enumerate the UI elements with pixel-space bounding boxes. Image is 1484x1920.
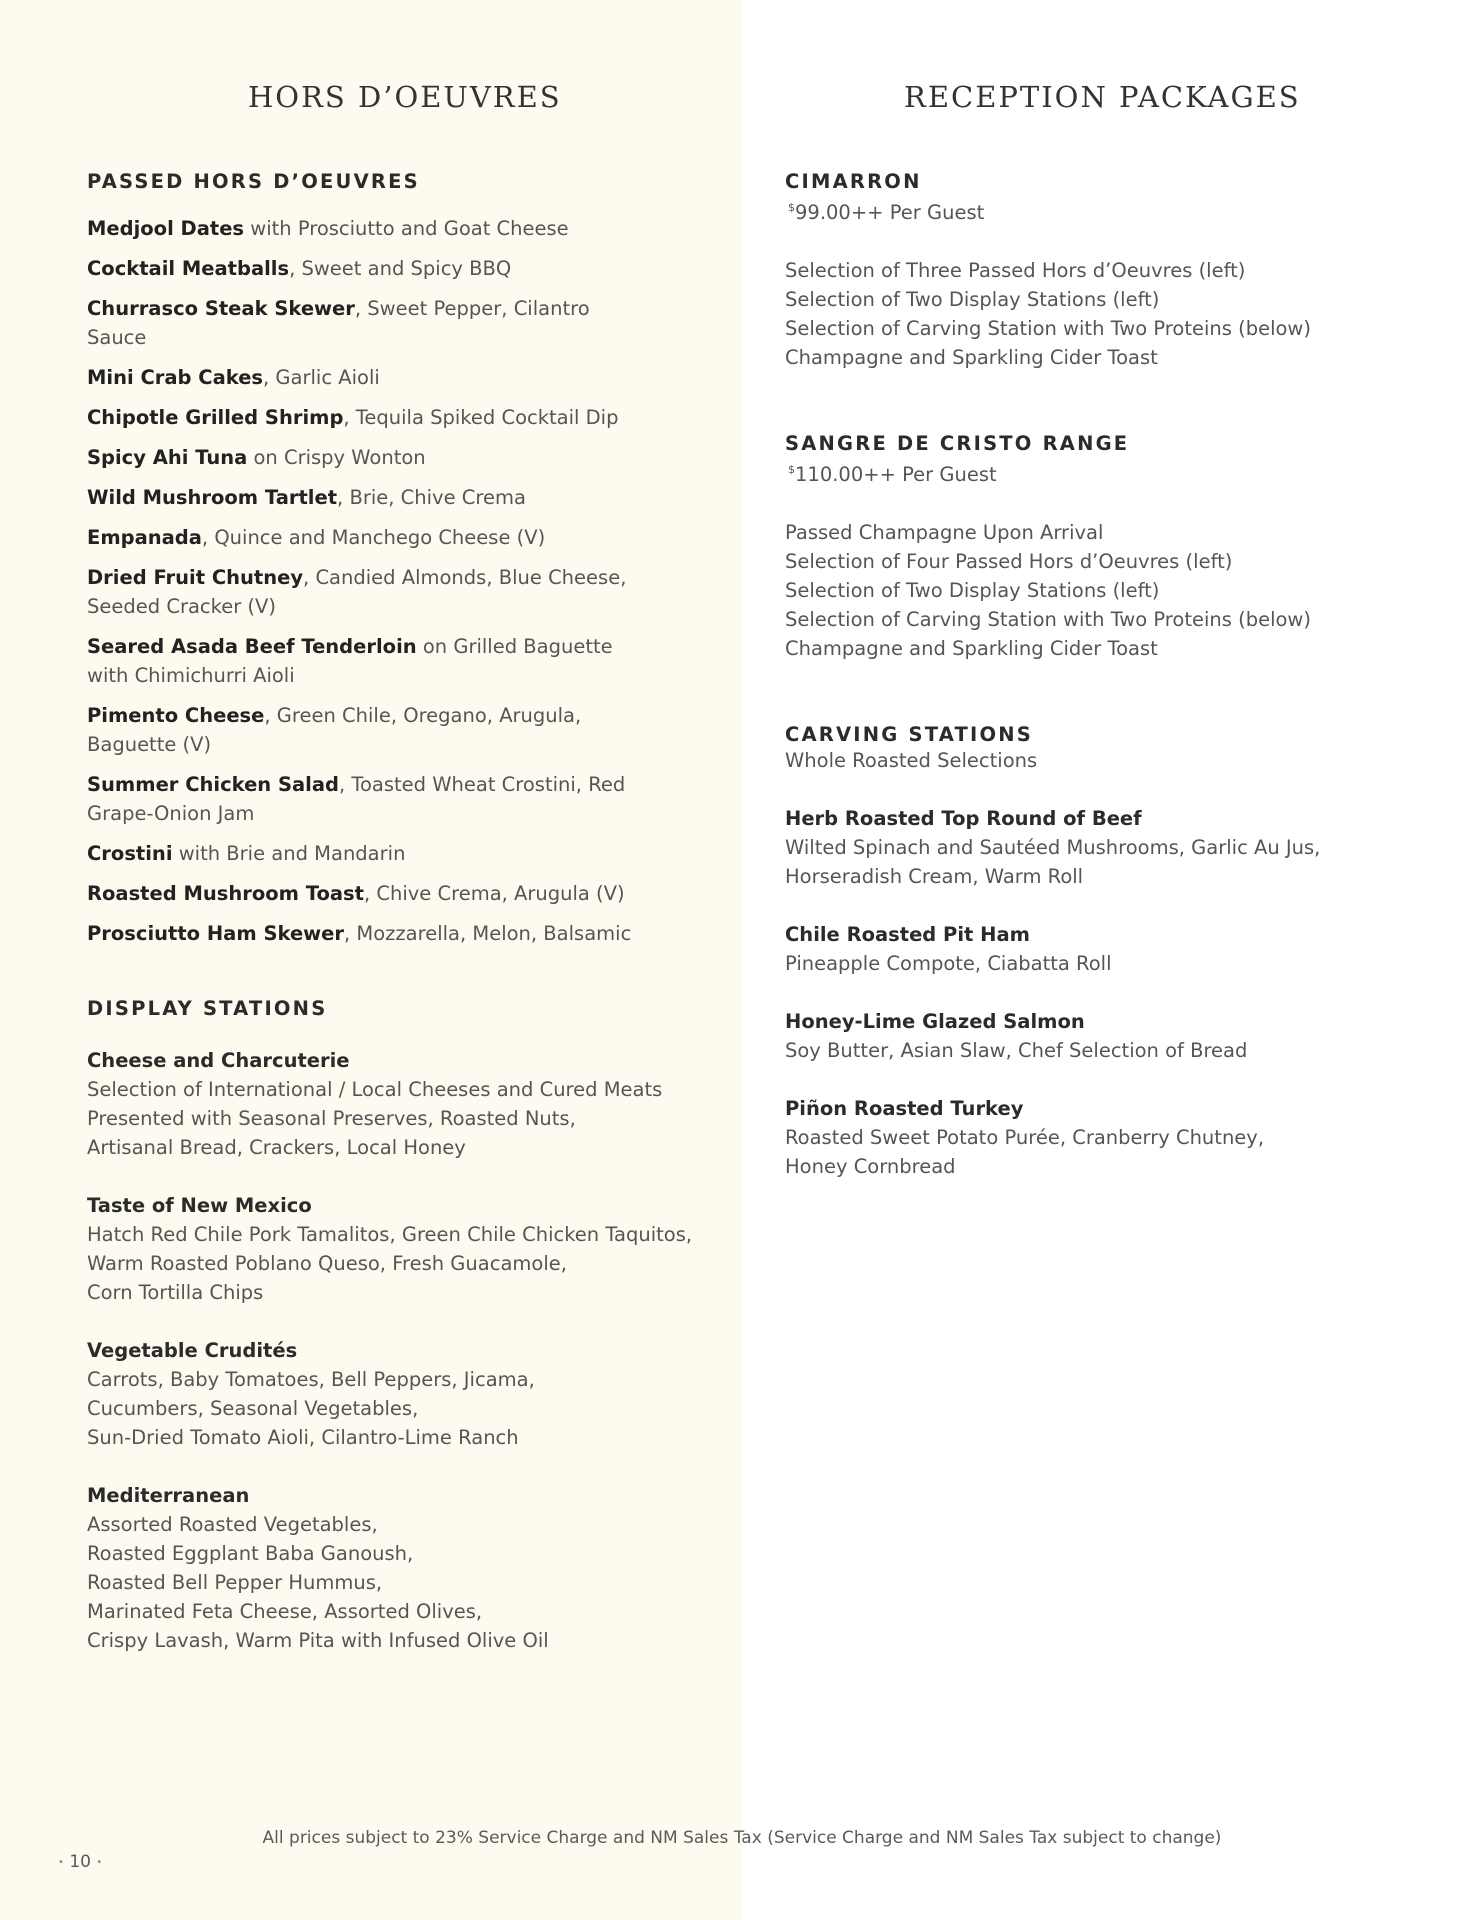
menu-item-name: Dried Fruit Chutney <box>87 566 304 589</box>
package-cimarron <box>785 170 1425 372</box>
menu-item-name: Empanada <box>87 526 202 549</box>
carving-item-name: Honey-Lime Glazed Salmon <box>785 1010 1085 1033</box>
package-inclusion: Passed Champagne Upon Arrival <box>785 521 1104 544</box>
passed-hors-doeuvres-section <box>87 170 707 959</box>
menu-item-name: Summer Chicken Salad <box>87 773 339 796</box>
menu-item-description: , Tequila Spiked Cocktail Dip <box>343 406 619 429</box>
package-inclusions <box>785 518 1425 663</box>
display-stations-list <box>87 1046 707 1655</box>
display-station-line: Sun-Dried Tomato Aioli, Cilantro-Lime Ranch <box>87 1426 519 1449</box>
package-inclusions <box>785 256 1425 372</box>
reception-packages-title: RECEPTION PACKAGES <box>904 80 1301 114</box>
menu-item <box>87 632 647 690</box>
menu-item <box>87 770 647 828</box>
package-price: $110.00++ Per Guest <box>788 463 997 486</box>
display-station-line: Roasted Bell Pepper Hummus, <box>87 1571 383 1594</box>
display-station-line: Warm Roasted Poblano Queso, Fresh Guacamole, <box>87 1252 567 1275</box>
menu-item-name: Pimento Cheese <box>87 704 265 727</box>
display-station-line: Assorted Roasted Vegetables, <box>87 1513 378 1536</box>
menu-item <box>87 254 647 283</box>
menu-item-description: , Quince and Manchego Cheese (V) <box>201 526 546 549</box>
menu-item-name: Mini Crab Cakes <box>87 366 264 389</box>
package-inclusion: Selection of Four Passed Hors d’Oeuvres (left) <box>785 550 1233 573</box>
carving-item <box>785 920 1425 978</box>
menu-item-name: Seared Asada Beef Tenderloin <box>87 635 417 658</box>
package-name: CIMARRON <box>785 170 922 193</box>
passed-items-list <box>87 214 647 948</box>
package-inclusion: Selection of Three Passed Hors d’Oeuvres (left) <box>785 259 1246 282</box>
pricing-footnote: All prices subject to 23% Service Charge and NM Sales Tax (Service Charge and NM Sales Tax subject to change) <box>262 1828 1222 1848</box>
display-station <box>87 1336 707 1452</box>
carving-item <box>785 804 1425 891</box>
menu-item-name: Medjool Dates <box>87 217 245 240</box>
display-station-line: Hatch Red Chile Pork Tamalitos, Green Chile Chicken Taquitos, <box>87 1223 693 1246</box>
package-sangre-de-cristo-range <box>785 432 1425 663</box>
display-station-line: Crispy Lavash, Warm Pita with Infused Olive Oil <box>87 1629 549 1652</box>
carving-stations-subtitle: Whole Roasted Selections <box>785 749 1038 772</box>
display-station-name: Mediterranean <box>87 1484 250 1507</box>
display-station-line: Roasted Eggplant Baba Ganoush, <box>87 1542 414 1565</box>
carving-item <box>785 1007 1425 1065</box>
carving-item <box>785 1094 1425 1181</box>
menu-item-name: Churrasco Steak Skewer <box>87 297 355 320</box>
menu-item-description: with Brie and Mandarin <box>172 842 406 865</box>
menu-item <box>87 839 647 868</box>
passed-hors-doeuvres-heading: PASSED HORS D’OEUVRES <box>87 170 420 193</box>
menu-item-description: , Sweet and Spicy BBQ <box>289 257 512 280</box>
menu-item-description: , Sweet Pepper, Cilantro Sauce <box>87 297 590 349</box>
carving-item-line: Roasted Sweet Potato Purée, Cranberry Chutney, <box>785 1126 1265 1149</box>
menu-item-name: Spicy Ahi Tuna <box>87 446 248 469</box>
menu-item <box>87 443 647 472</box>
package-price: $99.00++ Per Guest <box>788 201 985 224</box>
display-station-name: Vegetable Crudités <box>87 1339 298 1362</box>
package-inclusion: Selection of Carving Station with Two Proteins (below) <box>785 608 1311 631</box>
menu-item-name: Cocktail Meatballs <box>87 257 290 280</box>
menu-item <box>87 363 647 392</box>
page-number: • 10 • <box>58 1852 103 1872</box>
package-inclusion: Selection of Two Display Stations (left) <box>785 579 1160 602</box>
display-station <box>87 1046 707 1162</box>
menu-item-description: , Green Chile, Oregano, Arugula, Baguette (V) <box>87 704 582 756</box>
display-stations-heading: DISPLAY STATIONS <box>87 997 328 1020</box>
display-station <box>87 1191 707 1307</box>
display-station-line: Marinated Feta Cheese, Assorted Olives, <box>87 1600 483 1623</box>
carving-item-line: Wilted Spinach and Sautéed Mushrooms, Garlic Au Jus, <box>785 836 1321 859</box>
menu-item <box>87 701 647 759</box>
hors-doeuvres-title: HORS D’OEUVRES <box>248 80 562 114</box>
display-station-name: Taste of New Mexico <box>87 1194 312 1217</box>
display-stations-section <box>87 997 707 1684</box>
carving-item-line: Honey Cornbread <box>785 1155 956 1178</box>
package-inclusion: Champagne and Sparkling Cider Toast <box>785 346 1158 369</box>
carving-item-name: Herb Roasted Top Round of Beef <box>785 807 1142 830</box>
menu-item <box>87 214 647 243</box>
menu-item-description: , Brie, Chive Crema <box>337 486 526 509</box>
carving-item-line: Pineapple Compote, Ciabatta Roll <box>785 952 1112 975</box>
display-station-line: Selection of International / Local Cheeses and Cured Meats <box>87 1078 663 1101</box>
menu-item-description: with Prosciutto and Goat Cheese <box>244 217 569 240</box>
display-station-line: Cucumbers, Seasonal Vegetables, <box>87 1397 419 1420</box>
menu-item-description: , Garlic Aioli <box>263 366 380 389</box>
carving-items-list <box>785 804 1425 1181</box>
display-station-name: Cheese and Charcuterie <box>87 1049 350 1072</box>
carving-item-line: Horseradish Cream, Warm Roll <box>785 865 1084 888</box>
package-inclusion: Selection of Two Display Stations (left) <box>785 288 1160 311</box>
menu-item <box>87 294 647 352</box>
package-name: SANGRE DE CRISTO RANGE <box>785 432 1130 455</box>
menu-item <box>87 919 647 948</box>
menu-item <box>87 523 647 552</box>
display-station-line: Corn Tortilla Chips <box>87 1281 264 1304</box>
menu-item-name: Chipotle Grilled Shrimp <box>87 406 344 429</box>
menu-item-description: , Mozzarella, Melon, Balsamic <box>344 922 632 945</box>
menu-item-name: Crostini <box>87 842 173 865</box>
carving-item-name: Chile Roasted Pit Ham <box>785 923 1030 946</box>
menu-item-description: on Grilled Baguette with Chimichurri Aioli <box>87 635 613 687</box>
menu-item-name: Prosciutto Ham Skewer <box>87 922 345 945</box>
menu-item-description: , Toasted Wheat Crostini, Red Grape-Onion Jam <box>87 773 626 825</box>
menu-item-name: Roasted Mushroom Toast <box>87 882 364 905</box>
carving-item-name: Piñon Roasted Turkey <box>785 1097 1024 1120</box>
display-station <box>87 1481 707 1655</box>
menu-item <box>87 879 647 908</box>
carving-stations-heading: CARVING STATIONS <box>785 723 1033 746</box>
menu-item-description: , Candied Almonds, Blue Cheese, Seeded Cracker (V) <box>87 566 627 618</box>
menu-item <box>87 563 647 621</box>
menu-item-description: , Chive Crema, Arugula (V) <box>363 882 625 905</box>
carving-stations-section <box>785 723 1425 1210</box>
display-station-line: Presented with Seasonal Preserves, Roasted Nuts, <box>87 1107 576 1130</box>
menu-item-name: Wild Mushroom Tartlet <box>87 486 338 509</box>
menu-item-description: on Crispy Wonton <box>247 446 426 469</box>
package-inclusion: Champagne and Sparkling Cider Toast <box>785 637 1158 660</box>
display-station-line: Artisanal Bread, Crackers, Local Honey <box>87 1136 466 1159</box>
package-inclusion: Selection of Carving Station with Two Proteins (below) <box>785 317 1311 340</box>
menu-item <box>87 483 647 512</box>
carving-item-line: Soy Butter, Asian Slaw, Chef Selection of Bread <box>785 1039 1248 1062</box>
display-station-line: Carrots, Baby Tomatoes, Bell Peppers, Jicama, <box>87 1368 535 1391</box>
menu-item <box>87 403 647 432</box>
